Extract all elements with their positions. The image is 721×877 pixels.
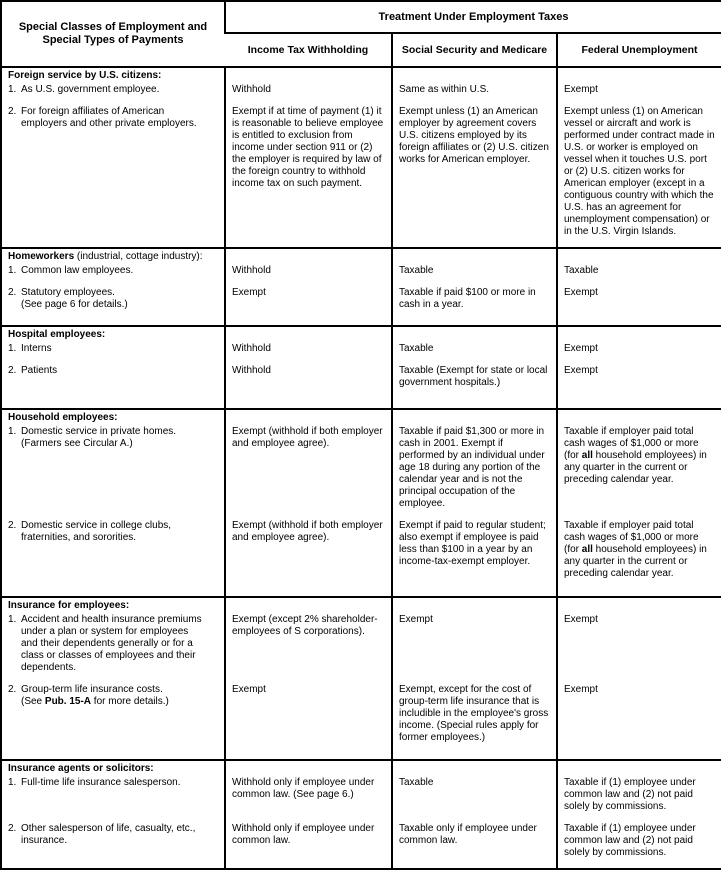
section-insurance-for-employees	[1, 597, 721, 760]
item-label: 2. Patients	[8, 365, 58, 376]
cell-federal-unemployment: Taxable if employer paid total cash wages of $1,000 or more (for all household employees) in any quarter in the current or preceding calendar year.	[557, 519, 721, 597]
section-hospital-employees	[1, 326, 721, 409]
cell-social-security-medicare: Taxable if paid $100 or more in cash in a year.	[392, 286, 557, 326]
cell-social-security-medicare: Exempt	[392, 613, 557, 683]
cell-social-security-medicare: Exempt if paid to regular student; also exempt if employee is paid less than $100 in a year by an income-tax-exempt employer.	[392, 519, 557, 597]
cell-federal-unemployment: Taxable if employer paid total cash wages of $1,000 or more (for all household employees) in any quarter in the current or preceding calendar year.	[557, 425, 721, 519]
item-label: 2. For foreign affiliates of American employers and other private employers.	[8, 106, 197, 129]
item-label-cell	[1, 286, 225, 326]
item-label-cell	[1, 105, 225, 248]
section-title: Insurance for employees:	[8, 600, 130, 611]
cell-federal-unemployment: Exempt unless (1) on American vessel or aircraft and work is performed under contract made in U.S. or worker is employed on vessel when it touches U.S. port or (2) U.S. citizen works for American employer (except in a contiguous country with which the U.S. has an agreement for unemployment compensation) or in the U.S. Virgin Islands.	[557, 105, 721, 248]
item-row	[1, 425, 721, 519]
cell-social-security-medicare: Taxable (Exempt for state or local government hospitals.)	[392, 364, 557, 409]
cell-federal-unemployment: Exempt	[557, 286, 721, 326]
item-label-cell	[1, 776, 225, 822]
item-label-cell	[1, 364, 225, 409]
cell-federal-unemployment: Exempt	[557, 683, 721, 760]
item-row	[1, 683, 721, 760]
cell-federal-unemployment: Taxable if (1) employee under common law and (2) not paid solely by commissions.	[557, 776, 721, 822]
cell-income-tax-withholding: Exempt if at time of payment (1) it is reasonable to believe employee is entitled to exclusion from income under section 911 or (2) the employer is required by law of the foreign country to withhold income tax on such payment.	[225, 105, 392, 248]
cell-income-tax-withholding: Exempt (withhold if both employer and employee agree).	[225, 425, 392, 519]
cell-federal-unemployment: Exempt	[557, 613, 721, 683]
cell-social-security-medicare: Taxable	[392, 776, 557, 822]
cell-social-security-medicare: Exempt unless (1) an American employer by agreement covers U.S. citizens employed by its foreign affiliates or (2) U.S. citizen works for American employer.	[392, 105, 557, 248]
cell-social-security-medicare: Same as within U.S.	[392, 83, 557, 105]
cell-income-tax-withholding: Withhold	[225, 264, 392, 286]
item-note: (See Pub. 15-A for more details.)	[21, 696, 169, 707]
cell-social-security-medicare: Taxable if paid $1,300 or more in cash in 2001. Exempt if performed by an individual under age 18 during any portion of the calendar year and is not the principal occupation of the employee.	[392, 425, 557, 519]
section-title: Hospital employees:	[8, 329, 106, 340]
item-note: (Farmers see Circular A.)	[21, 438, 133, 449]
section-foreign-service	[1, 67, 721, 248]
item-label-cell	[1, 519, 225, 597]
section-title-cell	[1, 248, 225, 264]
section-title: Insurance agents or solicitors:	[8, 763, 154, 774]
cell-income-tax-withholding: Exempt	[225, 683, 392, 760]
cell-federal-unemployment: Exempt	[557, 342, 721, 364]
cell-income-tax-withholding: Withhold	[225, 364, 392, 409]
item-label-cell	[1, 425, 225, 519]
header-treatment: Treatment Under Employment Taxes	[225, 1, 721, 33]
cell-federal-unemployment: Taxable	[557, 264, 721, 286]
item-row	[1, 286, 721, 326]
item-label-cell	[1, 342, 225, 364]
section-insurance-agents	[1, 760, 721, 869]
header-social-security-medicare: Social Security and Medicare	[392, 33, 557, 67]
item-note: (See page 6 for details.)	[21, 299, 128, 310]
item-row	[1, 364, 721, 409]
item-label: 1. Domestic service in private homes. (Farmers see Circular A.)	[8, 426, 206, 450]
section-household-employees	[1, 409, 721, 597]
cell-income-tax-withholding: Withhold	[225, 83, 392, 105]
section-title: Household employees:	[8, 412, 118, 423]
item-label-cell	[1, 264, 225, 286]
cell-income-tax-withholding: Exempt (withhold if both employer and employee agree).	[225, 519, 392, 597]
item-label: 1. Common law employees.	[8, 265, 134, 276]
item-row	[1, 776, 721, 822]
cell-income-tax-withholding: Withhold only if employee under common law.	[225, 822, 392, 869]
cell-income-tax-withholding: Exempt (except 2% shareholder-employees of S corporations).	[225, 613, 392, 683]
section-title-cell	[1, 760, 225, 776]
item-label-cell	[1, 83, 225, 105]
section-title-row	[1, 248, 721, 264]
header-special-classes: Special Classes of Employment and Special Types of Payments	[1, 1, 225, 67]
header-federal-unemployment: Federal Unemployment	[557, 33, 721, 67]
item-label-cell	[1, 822, 225, 869]
section-title: Foreign service by U.S. citizens:	[8, 70, 162, 81]
item-label-cell	[1, 683, 225, 760]
section-title-cell	[1, 67, 225, 83]
cell-social-security-medicare: Taxable	[392, 264, 557, 286]
item-row	[1, 105, 721, 248]
cell-social-security-medicare: Taxable	[392, 342, 557, 364]
item-row	[1, 822, 721, 869]
item-label-cell	[1, 613, 225, 683]
item-label: 1. Accident and health insurance premiums under a plan or system for employees and their dependents generally or for a class or classes of employees and their dependents.	[8, 614, 202, 673]
section-title-row	[1, 326, 721, 342]
item-label: 2. Other salesperson of life, casualty, etc., insurance.	[8, 823, 196, 846]
item-label: 2. Domestic service in college clubs, fraternities, and sororities.	[8, 520, 172, 543]
section-title-row	[1, 597, 721, 613]
section-title-cell	[1, 326, 225, 342]
cell-income-tax-withholding: Exempt	[225, 286, 392, 326]
cell-income-tax-withholding: Withhold only if employee under common law. (See page 6.)	[225, 776, 392, 822]
cell-federal-unemployment: Exempt	[557, 364, 721, 409]
cell-federal-unemployment: Exempt	[557, 83, 721, 105]
header-income-tax-withholding: Income Tax Withholding	[247, 43, 369, 56]
cell-federal-unemployment: Taxable if (1) employee under common law and (2) not paid solely by commissions.	[557, 822, 721, 869]
item-row	[1, 83, 721, 105]
table-header	[1, 1, 721, 67]
section-title-row	[1, 760, 721, 776]
cell-social-security-medicare: Exempt, except for the cost of group-term life insurance that is includible in the employee's gross income. (Special rules apply for former employees.)	[392, 683, 557, 760]
section-title-cell	[1, 597, 225, 613]
item-row	[1, 519, 721, 597]
item-label: 2. Statutory employees. (See page 6 for details.)	[8, 287, 206, 311]
section-title-row	[1, 67, 721, 83]
cell-social-security-medicare: Taxable only if employee under common law.	[392, 822, 557, 869]
section-title: Homeworkers (industrial, cottage industry):	[8, 251, 203, 262]
item-row	[1, 264, 721, 286]
item-row	[1, 342, 721, 364]
item-label: 1. As U.S. government employee.	[8, 84, 160, 95]
section-title-row	[1, 409, 721, 425]
item-label: 1. Interns	[8, 343, 52, 354]
item-row	[1, 613, 721, 683]
item-label: 1. Full-time life insurance salesperson.	[8, 777, 181, 788]
section-homeworkers	[1, 248, 721, 326]
item-label: 2. Group-term life insurance costs. (See Pub. 15-A for more details.)	[8, 684, 206, 708]
cell-income-tax-withholding: Withhold	[225, 342, 392, 364]
section-title-cell	[1, 409, 225, 425]
